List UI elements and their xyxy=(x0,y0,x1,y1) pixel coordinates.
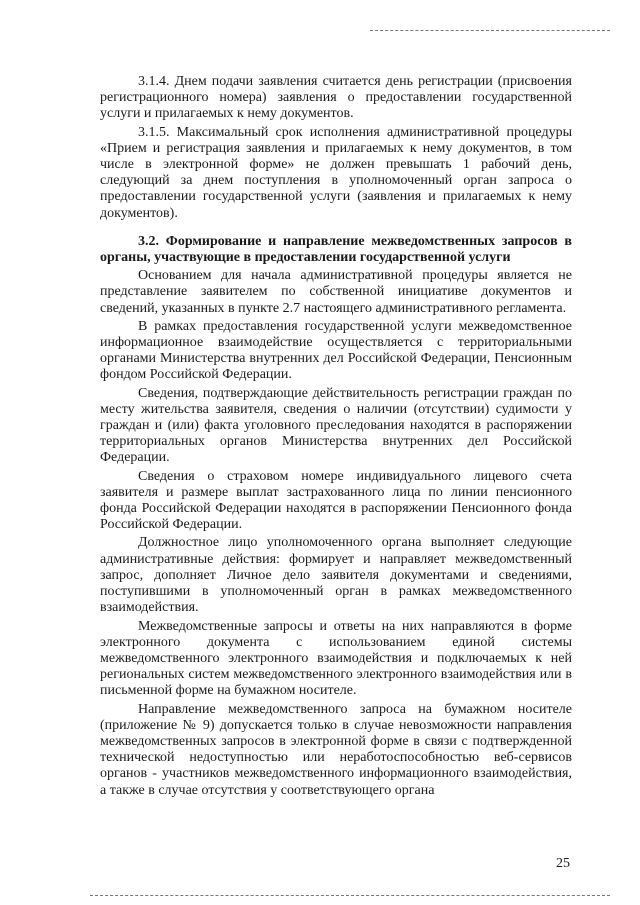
section-heading-3-2: 3.2. Формирование и направление межведомственных запросов в органы, участвующие в предоставлении государственной услуги xyxy=(100,233,572,266)
paragraph-3-1-5: 3.1.5. Максимальный срок исполнения административной процедуры «Прием и регистрация заявления и прилагаемых к нему документов, в том числе в электронной форме» не должен превышать 1 рабочий день, следующий за днем поступления в уполномоченный орган запроса о предоставлении государственной услуги (заявления и прилагаемых к нему документов). xyxy=(100,124,572,221)
paragraph-requests-form: Межведомственные запросы и ответы на них направляются в форме электронного документа с использованием единой системы межведомственного электронного взаимодействия и подключаемых к ней региональных систем межведомственного электронного взаимодействия или в письменной форме на бумажном носителе. xyxy=(100,618,572,699)
paragraph-basis: Основанием для начала административной процедуры является не представление заявителем по собственной инициативе документов и сведений, указанных в пункте 2.7 настоящего административного регламента. xyxy=(100,268,572,316)
paragraph-paper-request: Направление межведомственного запроса на бумажном носителе (приложение № 9) допускается только в случае невозможности направления межведомственных запросов в электронной форме в связи с подтвержденной технической недоступностью или неработоспособностью веб-сервисов органов - участников межведомственного информационного взаимодействия, а также в случае отсутствия у соответствующего органа xyxy=(100,701,572,798)
paragraph-official-actions: Должностное лицо уполномоченного органа выполняет следующие административные действия: формирует и направляет межведомственный запрос, дополняет Личное дело заявителя документами и сведениями, поступившими в уполномоченный орган в рамках межведомственного взаимодействия. xyxy=(100,535,572,616)
scan-artifact-top-line xyxy=(370,30,610,31)
scan-artifact-bottom-line xyxy=(90,895,610,896)
paragraph-registration-info: Сведения, подтверждающие действительность регистрации граждан по месту жительства заявителя, сведения о наличии (отсутствии) судимости у граждан и (или) факта уголовного преследования находятся в распоряжении территориальных органов Министерства внутренних дел Российской Федерации. xyxy=(100,385,572,466)
paragraph-insurance-info: Сведения о страховом номере индивидуального лицевого счета заявителя и размере выплат застрахованного лица по линии пенсионного фонда Российской Федерации находятся в распоряжении Пенсионного фонда Российской Федерации. xyxy=(100,468,572,533)
document-page xyxy=(100,74,572,801)
paragraph-3-1-4: 3.1.4. Днем подачи заявления считается день регистрации (присвоения регистрационного номера) заявления о предоставлении государственной услуги и прилагаемых к нему документов. xyxy=(100,74,572,122)
page-number: 25 xyxy=(556,856,570,871)
paragraph-interaction: В рамках предоставления государственной услуги межведомственное информационное взаимодействие осуществляется с территориальными органами Министерства внутренних дел Российской Федерации, Пенсионным фондом Российской Федерации. xyxy=(100,318,572,383)
